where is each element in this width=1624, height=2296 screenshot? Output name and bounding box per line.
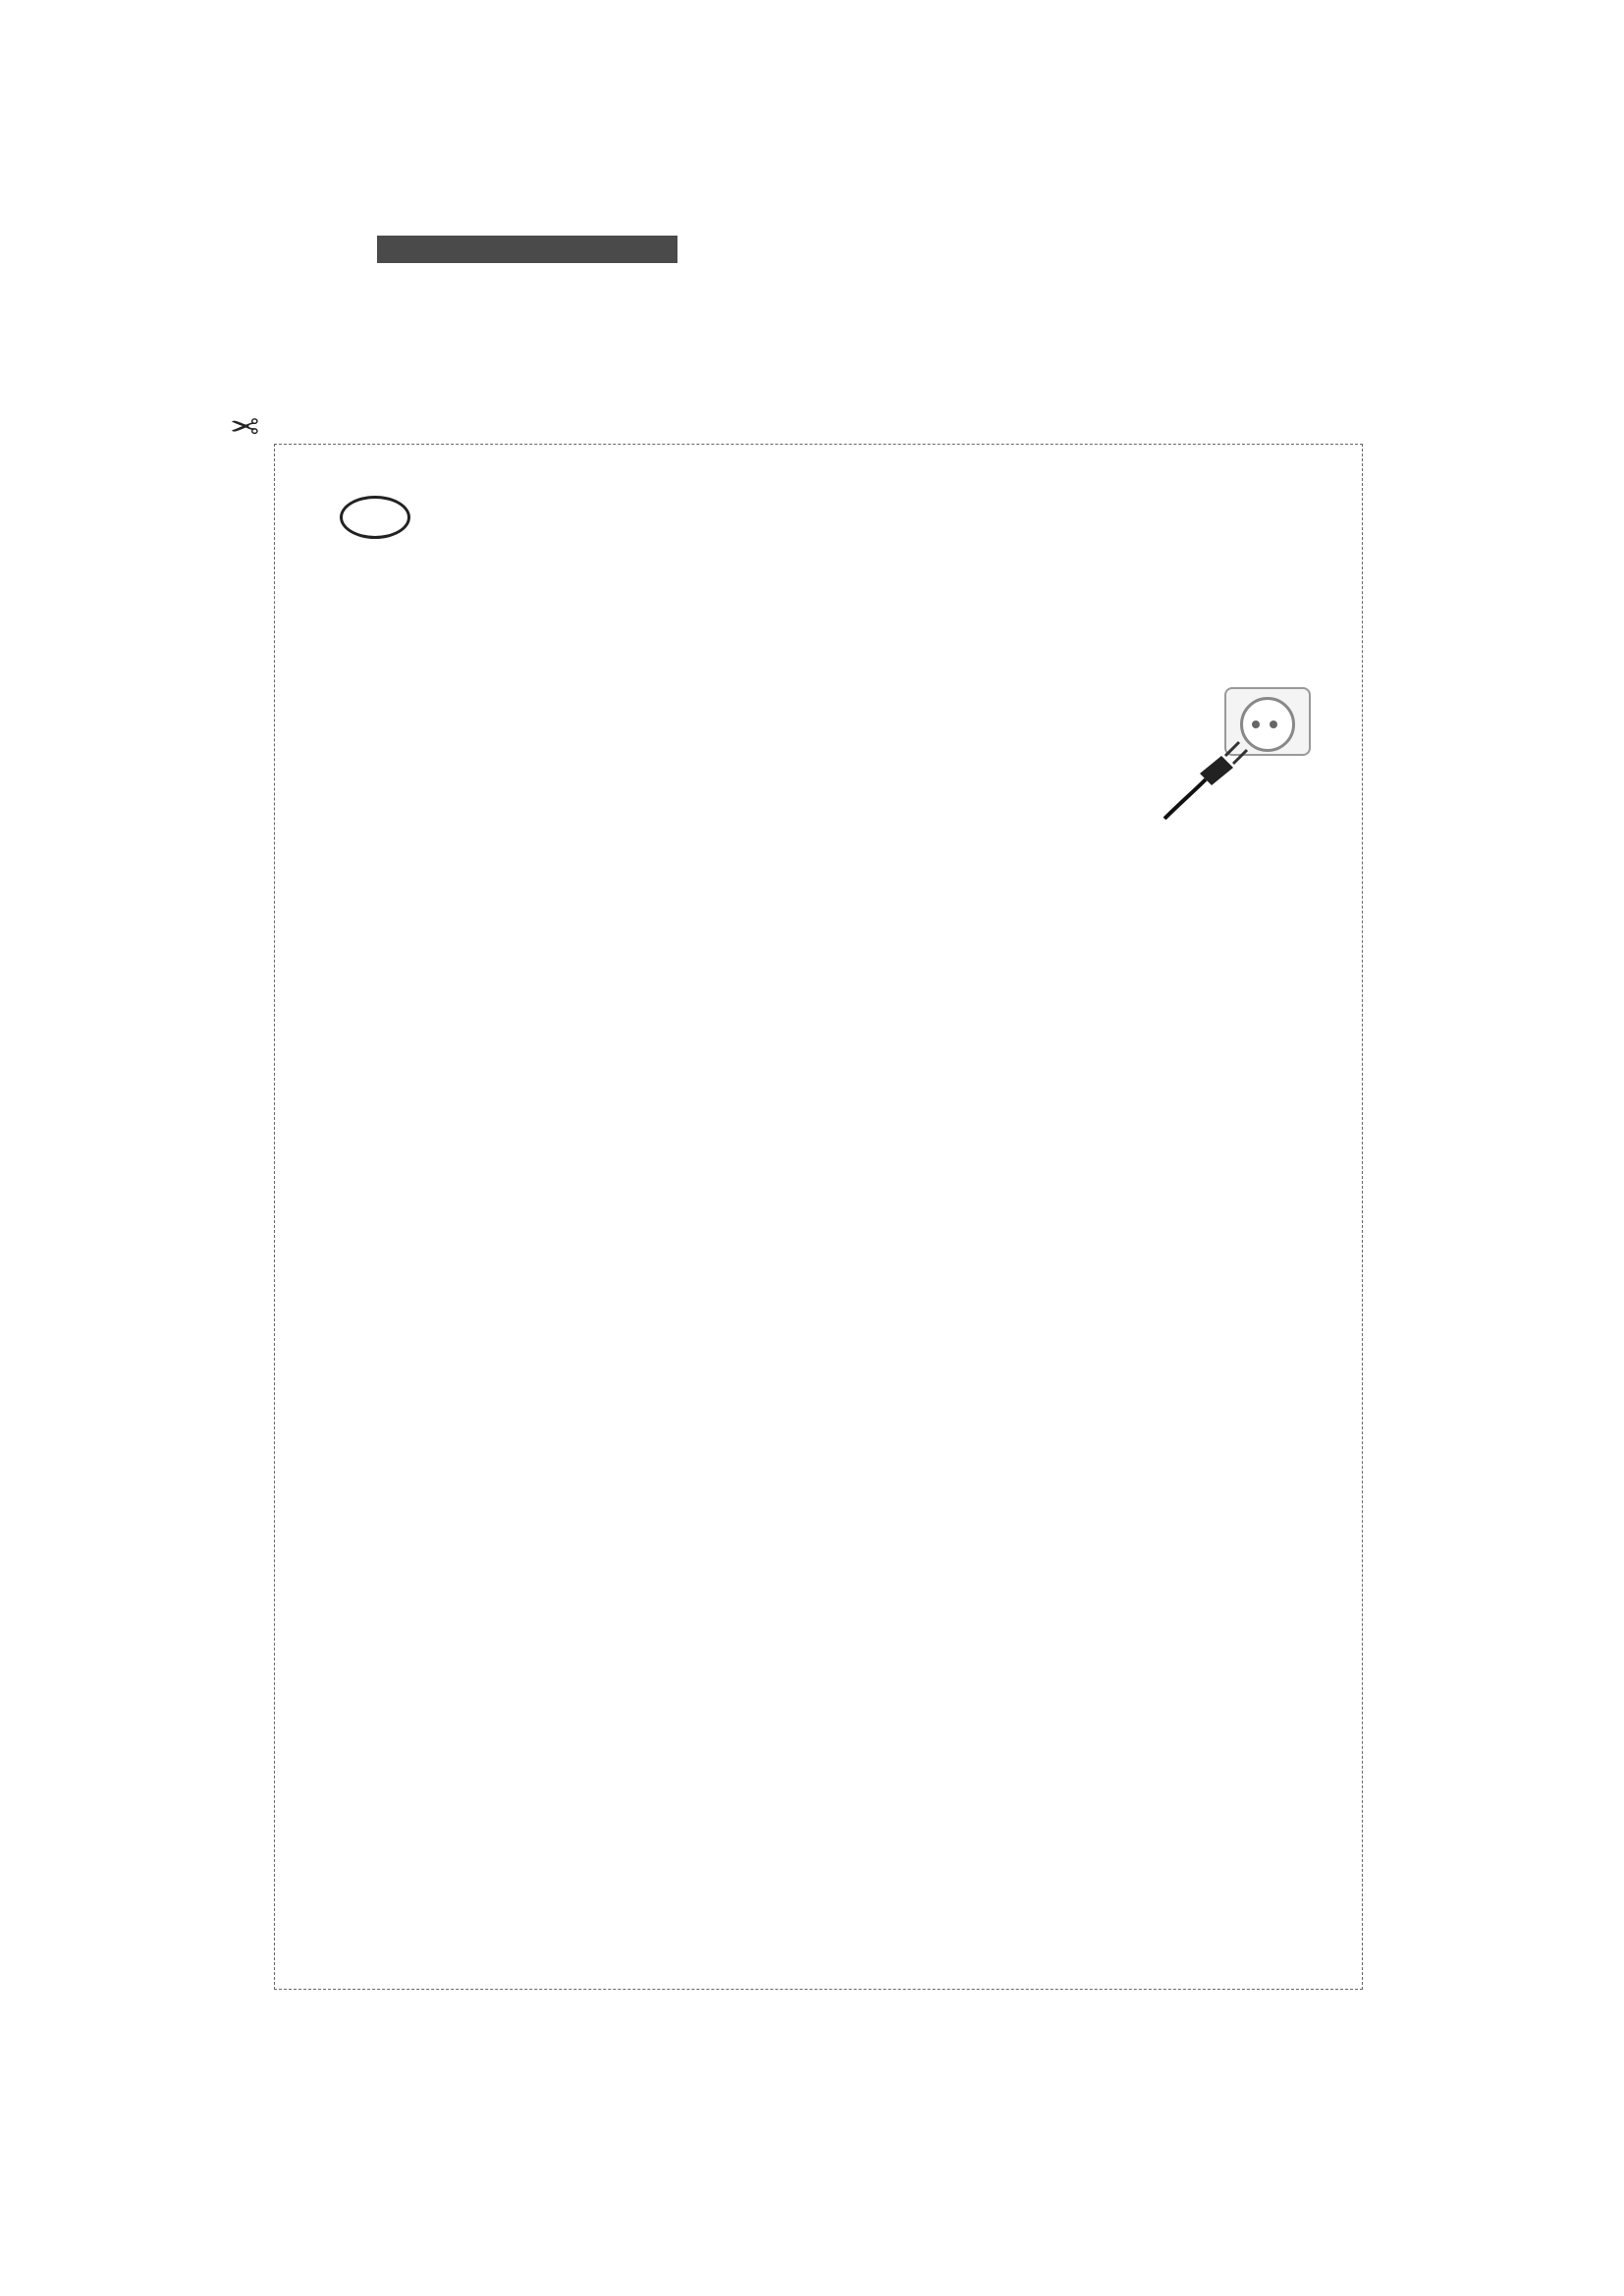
scissors-icon: ✂ [230,404,260,445]
power-plug-icon [1161,734,1249,823]
cut-frame [274,444,1363,1990]
language-badge [340,496,410,539]
logo-underline-bar [377,236,677,263]
